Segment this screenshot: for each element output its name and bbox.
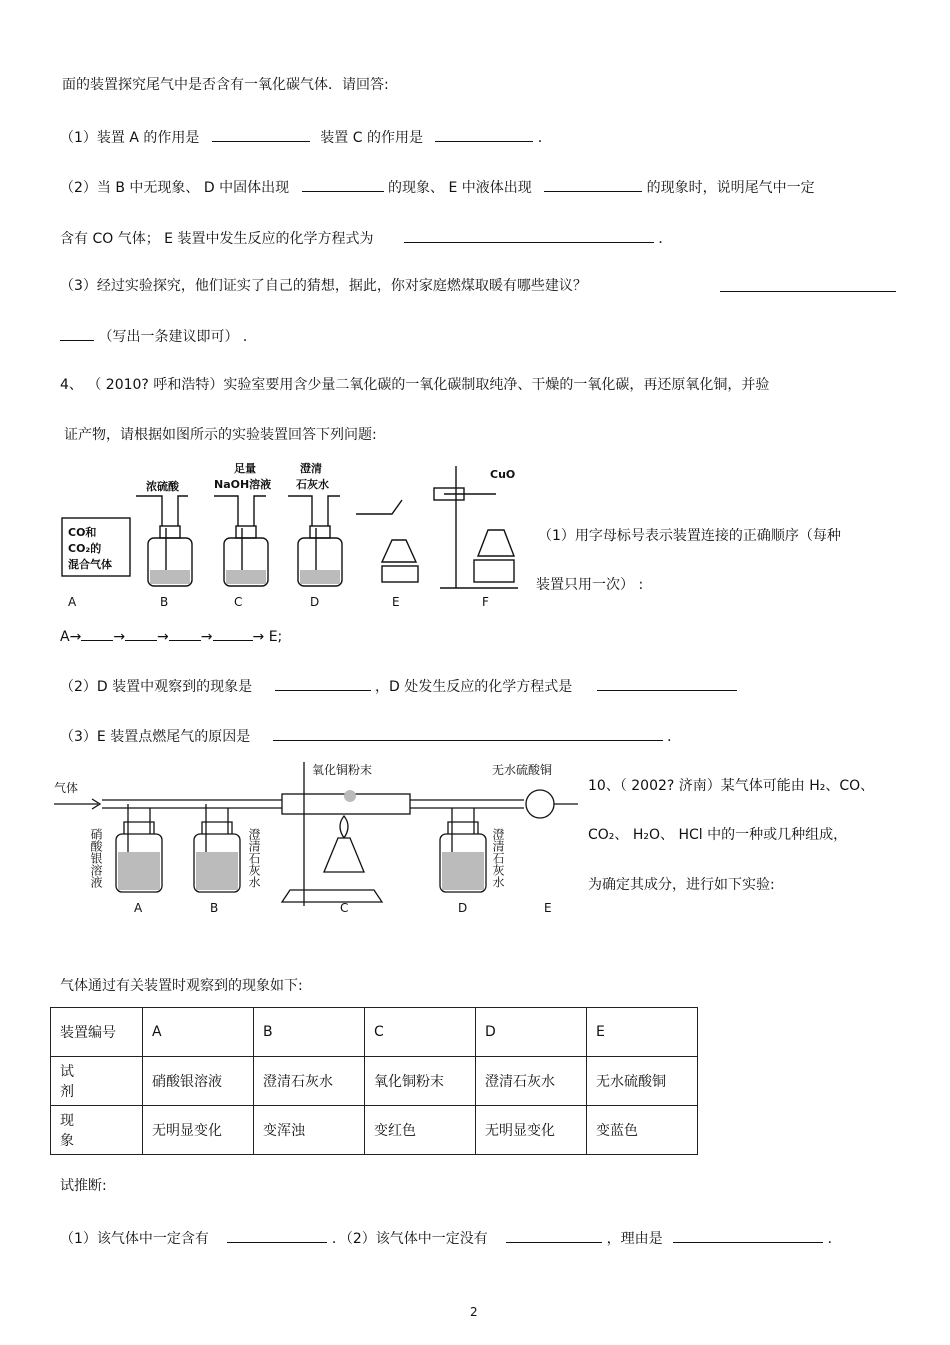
q2-text-b: 的现象、 E 中液体出现 bbox=[388, 180, 532, 196]
table-header-cell: D bbox=[476, 1008, 587, 1057]
liquid-d bbox=[300, 570, 340, 584]
burner-base-f bbox=[474, 560, 514, 582]
question-3-line bbox=[60, 277, 587, 295]
answer-blank[interactable] bbox=[169, 626, 201, 641]
table-header-cell: A bbox=[143, 1008, 254, 1057]
table-header-cell: E bbox=[587, 1008, 698, 1057]
cuso4-label: 无水硫酸铜 bbox=[492, 763, 553, 777]
table-cell: 试剂 bbox=[51, 1057, 143, 1106]
table-cell: 无明显变化 bbox=[143, 1106, 254, 1155]
bottle-b-stopper bbox=[160, 526, 180, 538]
fig2-label-d: D bbox=[458, 901, 468, 915]
alcohol-lamp-f bbox=[478, 530, 514, 556]
question-2-line bbox=[60, 177, 815, 197]
box-text-1: CO和 bbox=[68, 526, 97, 539]
q3-text-a: （3）经过实验探究，他们证实了自己的猜想，据此，你对家庭燃煤取暖有哪些建议？ bbox=[60, 278, 587, 294]
fig2-label-c: C bbox=[340, 901, 349, 915]
table-header-cell: 装置编号 bbox=[51, 1008, 143, 1057]
table-header-cell: B bbox=[254, 1008, 365, 1057]
box-text-3: 混合气体 bbox=[68, 558, 112, 571]
problem-4-line: 4、 （ 2010? 呼和浩特）实验室要用含少量二氧化碳的一氧化碳制取纯净、干燥的一氧化碳，再还原氧化铜，并验 bbox=[60, 377, 770, 393]
burner-base-e bbox=[382, 566, 418, 582]
infer-text-end: ． bbox=[827, 1231, 842, 1247]
bottle-c-stopper bbox=[236, 526, 256, 538]
answer-blank[interactable] bbox=[275, 676, 371, 691]
problem-4-line-2: 证产物，请根据如图所示的实验装置回答下列问题: bbox=[64, 427, 377, 443]
table-cell: 无水硫酸铜 bbox=[587, 1057, 698, 1106]
q2-text-d: 含有 CO 气体； E 装置中发生反应的化学方程式为 bbox=[60, 231, 374, 247]
fig2-label-b: B bbox=[210, 901, 219, 915]
infer-question-line bbox=[60, 1228, 842, 1248]
box-text-2: CO₂的 bbox=[68, 542, 102, 555]
answer-blank[interactable] bbox=[544, 177, 642, 192]
gas-label: 气体 bbox=[54, 781, 79, 795]
q1-text-a: （1）装置 A 的作用是 bbox=[60, 130, 200, 146]
label-f-top: CuO bbox=[490, 468, 516, 481]
table-row bbox=[51, 1008, 698, 1057]
stand-c bbox=[282, 762, 382, 906]
table-cell: 硝酸银溶液 bbox=[143, 1057, 254, 1106]
problem-4-q1-line-2: 装置只用一次） : bbox=[536, 577, 644, 593]
apparatus-figure-1 bbox=[56, 456, 526, 612]
answer-blank[interactable] bbox=[673, 1228, 823, 1243]
chain-end: → E; bbox=[252, 629, 283, 645]
question-2-cont-line bbox=[60, 228, 672, 248]
problem-10-line-2: CO₂、 H₂O、 HCl 中的一种或几种组成， bbox=[588, 827, 848, 843]
table-cell: 澄清石灰水 bbox=[254, 1057, 365, 1106]
copper-oxide-powder bbox=[344, 790, 356, 802]
answer-blank[interactable] bbox=[302, 177, 384, 192]
chain-start: A→ bbox=[60, 629, 82, 645]
label-c-top-2: NaOH溶液 bbox=[214, 478, 272, 491]
q2-text-c: 的现象时，说明尾气中一定 bbox=[646, 180, 815, 196]
fig1-label-a: A bbox=[68, 595, 77, 609]
bottle-d-stopper bbox=[310, 526, 330, 538]
q2-text-e: ． bbox=[658, 231, 673, 247]
fig2-label-e: E bbox=[544, 901, 552, 915]
answer-blank[interactable] bbox=[273, 726, 663, 741]
side-label-b: 澄清石灰水 bbox=[247, 828, 261, 888]
table-cell: 变浑浊 bbox=[254, 1106, 365, 1155]
answer-blank[interactable] bbox=[125, 626, 157, 641]
question-3-cont-line bbox=[60, 326, 257, 346]
answer-blank[interactable] bbox=[404, 228, 654, 243]
side-label-d: 澄清石灰水 bbox=[491, 828, 505, 888]
fig1-label-b: B bbox=[160, 595, 169, 609]
problem-10-line: 10、（ 2002? 济南）某气体可能由 H₂、CO、 bbox=[588, 778, 875, 794]
p4q3-text-a: （3）E 装置点燃尾气的原因是 bbox=[60, 729, 251, 745]
infer-heading: 试推断: bbox=[60, 1178, 107, 1194]
alcohol-lamp-c bbox=[324, 838, 364, 872]
label-d-top-1: 澄清 bbox=[300, 462, 322, 475]
p4q3-text-b: ． bbox=[667, 729, 682, 745]
infer-text-3: ，理由是 bbox=[606, 1231, 663, 1247]
problem-10-line-3: 为确定其成分，进行如下实验: bbox=[588, 877, 775, 893]
liquid-b bbox=[150, 570, 190, 584]
fig1-label-d: D bbox=[310, 595, 320, 609]
liquid-c bbox=[226, 570, 266, 584]
p4q2-text-a: （2）D 装置中观察到的现象是 bbox=[60, 679, 253, 695]
q1-text-b: 装置 C 的作用是 bbox=[320, 130, 423, 146]
table-cell: 变蓝色 bbox=[587, 1106, 698, 1155]
side-label-a: 硝酸银溶液 bbox=[89, 828, 103, 888]
fig1-label-f: F bbox=[482, 595, 489, 609]
liquid-d2 bbox=[442, 852, 484, 890]
label-c-top-1: 足量 bbox=[234, 462, 256, 475]
table-cell: 氧化铜粉末 bbox=[365, 1057, 476, 1106]
table-cell: 现象 bbox=[51, 1106, 143, 1155]
copper-oxide-label: 氧化铜粉末 bbox=[312, 763, 373, 777]
observation-table bbox=[50, 1007, 698, 1155]
burner-tube bbox=[356, 500, 402, 514]
answer-blank[interactable] bbox=[720, 277, 896, 292]
problem-4-q3-line bbox=[60, 726, 681, 746]
liquid-b2 bbox=[196, 852, 238, 890]
liquid-a bbox=[118, 852, 160, 890]
answer-blank[interactable] bbox=[212, 127, 310, 142]
q2-text-a: （2）当 B 中无现象、 D 中固体出现 bbox=[60, 180, 290, 196]
problem-4-q1-line: （1）用字母标号表示装置连接的正确顺序（每种 bbox=[538, 528, 841, 544]
p4q2-text-b: ，D 处发生反应的化学方程式是 bbox=[375, 679, 573, 695]
table-cell: 变红色 bbox=[365, 1106, 476, 1155]
observation-intro: 气体通过有关装置时观察到的现象如下: bbox=[60, 978, 303, 994]
label-b-top: 浓硫酸 bbox=[146, 480, 179, 493]
table-row bbox=[51, 1106, 698, 1155]
apparatus-figure-2 bbox=[54, 756, 584, 918]
answer-blank[interactable] bbox=[81, 626, 113, 641]
iron-stand bbox=[440, 466, 518, 588]
answer-blank[interactable] bbox=[597, 676, 737, 691]
q3-text-b: （写出一条建议即可） ． bbox=[98, 329, 257, 345]
answer-blank[interactable] bbox=[60, 326, 94, 341]
table-cell: 澄清石灰水 bbox=[476, 1057, 587, 1106]
q1-text-c: ． bbox=[537, 130, 552, 146]
answer-blank[interactable] bbox=[227, 1228, 327, 1243]
intro-line: 面的装置探究尾气中是否含有一氧化碳气体．请回答: bbox=[62, 77, 389, 93]
label-d-top-2: 石灰水 bbox=[296, 478, 329, 491]
alcohol-lamp-e bbox=[382, 540, 416, 562]
fig1-label-e: E bbox=[392, 595, 400, 609]
answer-blank[interactable] bbox=[213, 626, 253, 641]
fig1-label-c: C bbox=[234, 595, 243, 609]
cuso4-bulb bbox=[526, 790, 554, 818]
table-cell: 无明显变化 bbox=[476, 1106, 587, 1155]
connecting-tube bbox=[102, 800, 282, 808]
problem-4-q2-line bbox=[60, 676, 737, 696]
infer-text-1: （1）该气体中一定含有 bbox=[60, 1231, 209, 1247]
fig2-label-a: A bbox=[134, 901, 143, 915]
answer-blank[interactable] bbox=[506, 1228, 602, 1243]
table-header-cell: C bbox=[365, 1008, 476, 1057]
table-row bbox=[51, 1057, 698, 1106]
question-1-line bbox=[60, 127, 552, 147]
infer-text-2: ．（2）该气体中一定没有 bbox=[331, 1231, 488, 1247]
connection-chain: A→ → → → → E; bbox=[60, 626, 282, 646]
answer-blank[interactable] bbox=[435, 127, 533, 142]
page-number: 2 bbox=[470, 1305, 478, 1319]
